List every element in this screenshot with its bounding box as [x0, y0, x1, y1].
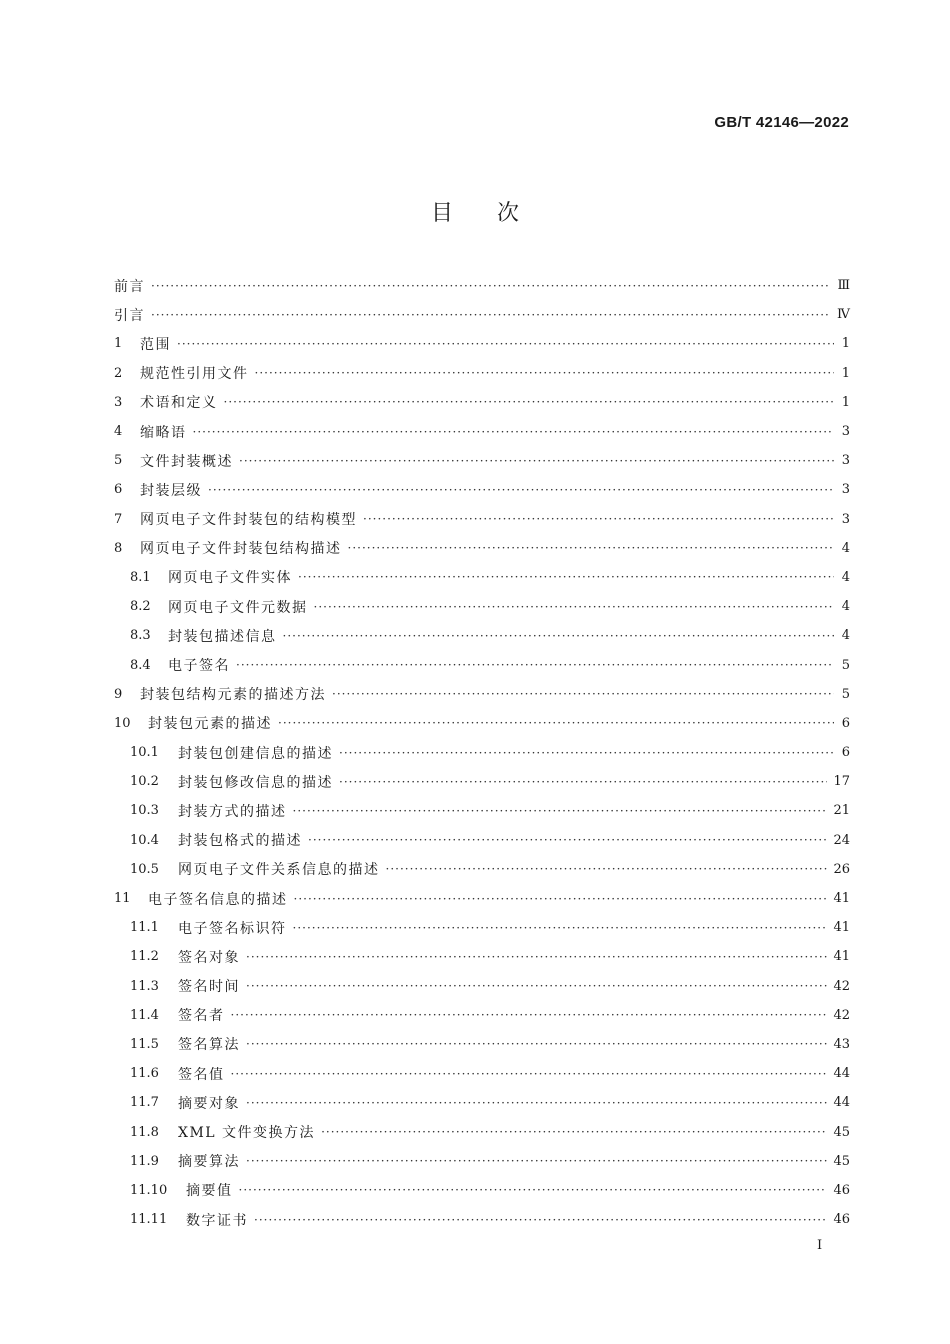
toc-entry-label	[130, 830, 302, 850]
toc-entry[interactable]	[114, 563, 850, 592]
toc-entry[interactable]	[114, 329, 850, 358]
toc-entry[interactable]	[114, 446, 850, 475]
toc-entry-text: 网页电子文件封装包的结构模型	[140, 512, 357, 529]
toc-entry-label	[130, 801, 287, 821]
toc-entry-page: 3	[841, 482, 850, 498]
toc-entry-number: 11.3	[130, 978, 159, 994]
toc-entry-text: 前言	[114, 278, 145, 295]
toc-entry-text: 网页电子文件元数据	[168, 599, 308, 616]
footer-page-number: I	[817, 1238, 823, 1253]
toc-entry-number: 11.7	[130, 1095, 159, 1111]
toc-entry-label	[130, 1005, 225, 1025]
toc-entry-text: 网页电子文件实体	[168, 570, 292, 587]
toc-entry-text: 网页电子文件关系信息的描述	[178, 862, 380, 879]
toc-dot-leader	[293, 922, 828, 934]
toc-dot-leader	[278, 717, 834, 729]
toc-entry-text: 摘要算法	[178, 1154, 240, 1171]
toc-entry-label	[114, 305, 145, 325]
toc-entry-number: 11.11	[130, 1212, 168, 1228]
toc-entry-text: 封装包描述信息	[168, 628, 277, 645]
toc-entry-number: 10.1	[130, 745, 159, 761]
toc-entry-label	[130, 567, 292, 587]
toc-entry-text: 签名对象	[178, 949, 240, 966]
toc-entry-label	[114, 276, 145, 296]
toc-dot-leader	[283, 630, 835, 642]
toc-entry-label	[130, 743, 333, 763]
toc-entry-page: 17	[833, 774, 850, 790]
toc-entry-text: 术语和定义	[140, 395, 218, 412]
toc-entry-number: 11.4	[130, 1007, 159, 1023]
toc-entry-label	[130, 1122, 315, 1142]
toc-entry-label	[114, 538, 342, 558]
toc-entry-page: 4	[841, 569, 850, 585]
toc-entry[interactable]	[114, 826, 850, 855]
toc-entry-label	[130, 1180, 233, 1200]
toc-entry-text: 文件封装概述	[140, 453, 233, 470]
toc-entry-text: 封装方式的描述	[178, 803, 287, 820]
toc-entry[interactable]	[114, 942, 850, 971]
toc-dot-leader	[246, 1155, 827, 1167]
toc-entry-number: 8.3	[130, 628, 151, 644]
toc-entry-label	[130, 859, 380, 879]
table-of-contents	[114, 271, 850, 1234]
toc-entry-text: 封装包创建信息的描述	[178, 745, 333, 762]
toc-dot-leader	[339, 776, 827, 788]
toc-entry-page: 46	[833, 1212, 850, 1228]
toc-entry-number: 10.2	[130, 774, 159, 790]
toc-entry-page: 26	[833, 861, 850, 877]
toc-entry[interactable]	[114, 855, 850, 884]
toc-entry-text: 数字证书	[186, 1212, 248, 1229]
toc-dot-leader	[236, 659, 834, 671]
toc-entry-page: 3	[841, 453, 850, 469]
toc-entry-page: Ⅳ	[837, 307, 850, 323]
toc-entry-number: 10.3	[130, 803, 159, 819]
toc-entry-label	[114, 509, 357, 529]
toc-entry-label	[114, 480, 202, 500]
toc-entry-page: 44	[833, 1095, 850, 1111]
toc-entry-text: 签名者	[178, 1008, 225, 1025]
toc-entry-number: 11.2	[130, 949, 159, 965]
toc-entry-text: 引言	[114, 307, 145, 324]
toc-entry[interactable]	[114, 1030, 850, 1059]
toc-entry-number: 8	[114, 540, 123, 556]
toc-entry-page: 1	[841, 365, 850, 381]
toc-entry-label	[114, 684, 326, 704]
toc-entry-page: 5	[841, 657, 850, 673]
toc-entry-page: 4	[841, 599, 850, 615]
toc-entry-text: 封装包格式的描述	[178, 833, 302, 850]
toc-entry-page: 1	[841, 394, 850, 410]
toc-entry[interactable]	[114, 913, 850, 942]
toc-entry-number: 1	[114, 336, 123, 352]
toc-entry-number: 2	[114, 365, 123, 381]
toc-entry[interactable]	[114, 972, 850, 1001]
toc-entry-text: 电子签名	[168, 658, 230, 675]
toc-dot-leader	[246, 951, 827, 963]
toc-entry[interactable]	[114, 767, 850, 796]
toc-entry-number: 10.5	[130, 861, 159, 877]
toc-entry-page: 46	[833, 1182, 850, 1198]
toc-entry[interactable]	[114, 475, 850, 504]
toc-entry-number: 11.1	[130, 920, 159, 936]
toc-entry[interactable]	[114, 271, 850, 300]
toc-entry-label	[130, 1034, 240, 1054]
toc-entry[interactable]	[114, 388, 850, 417]
toc-entry[interactable]	[114, 1147, 850, 1176]
toc-entry-text: 摘要对象	[178, 1095, 240, 1112]
toc-entry-label	[130, 947, 240, 967]
toc-entry[interactable]	[114, 1117, 850, 1146]
toc-dot-leader	[246, 1038, 827, 1050]
toc-entry-label	[130, 976, 240, 996]
toc-entry-page: 1	[841, 336, 850, 352]
toc-entry[interactable]	[114, 738, 850, 767]
toc-entry-label	[130, 1151, 240, 1171]
toc-entry-page: Ⅲ	[837, 278, 850, 294]
toc-dot-leader	[293, 805, 828, 817]
toc-entry[interactable]	[114, 1205, 850, 1234]
toc-entry-number: 11.10	[130, 1182, 168, 1198]
toc-entry-label	[130, 1210, 248, 1230]
toc-dot-leader	[348, 542, 835, 554]
toc-entry-label	[114, 451, 233, 471]
toc-entry-label	[130, 1064, 225, 1084]
toc-entry-number: 11.6	[130, 1066, 159, 1082]
toc-dot-leader	[246, 1097, 827, 1109]
toc-entry[interactable]	[114, 1088, 850, 1117]
toc-dot-leader	[231, 1068, 828, 1080]
toc-entry-text: 签名时间	[178, 979, 240, 996]
toc-entry-number: 3	[114, 394, 123, 410]
toc-dot-leader	[239, 455, 834, 467]
toc-dot-leader	[246, 980, 827, 992]
toc-entry-number: 6	[114, 482, 123, 498]
toc-entry-number: 11.8	[130, 1124, 159, 1140]
toc-entry-text: 网页电子文件封装包结构描述	[140, 541, 342, 558]
toc-entry[interactable]	[114, 534, 850, 563]
toc-entry[interactable]	[114, 709, 850, 738]
toc-entry-page: 44	[833, 1066, 850, 1082]
toc-entry-page: 43	[833, 1036, 850, 1052]
toc-dot-leader	[308, 834, 827, 846]
toc-entry-number: 9	[114, 686, 123, 702]
toc-entry[interactable]	[114, 592, 850, 621]
toc-entry-text: 电子签名标识符	[178, 920, 287, 937]
toc-entry-page: 6	[841, 715, 850, 731]
toc-entry-page: 5	[841, 686, 850, 702]
toc-entry-page: 45	[833, 1153, 850, 1169]
toc-entry[interactable]	[114, 417, 850, 446]
toc-entry-text: 电子签名信息的描述	[148, 891, 288, 908]
toc-entry-page: 6	[841, 745, 850, 761]
toc-entry-page: 42	[833, 1007, 850, 1023]
toc-entry[interactable]	[114, 300, 850, 329]
toc-entry-label	[114, 334, 171, 354]
toc-entry-label	[130, 597, 308, 617]
toc-entry-number: 10.4	[130, 832, 159, 848]
toc-entry-page: 4	[841, 540, 850, 556]
toc-dot-leader	[294, 893, 828, 905]
toc-entry[interactable]	[114, 1001, 850, 1030]
toc-entry[interactable]	[114, 680, 850, 709]
toc-entry-page: 41	[833, 949, 850, 965]
toc-entry-text: 范围	[140, 336, 171, 353]
toc-entry[interactable]	[114, 621, 850, 650]
toc-entry-number: 7	[114, 511, 123, 527]
standard-number: GB/T 42146—2022	[714, 114, 849, 131]
toc-entry-page: 3	[841, 511, 850, 527]
toc-entry[interactable]	[114, 359, 850, 388]
toc-entry-text: 签名算法	[178, 1037, 240, 1054]
toc-dot-leader	[224, 396, 835, 408]
toc-entry-label	[130, 626, 277, 646]
toc-entry-number: 8.4	[130, 657, 151, 673]
toc-entry-page: 4	[841, 628, 850, 644]
toc-entry-page: 21	[833, 803, 850, 819]
toc-entry-text: 封装包元素的描述	[148, 716, 272, 733]
toc-entry-label	[130, 918, 287, 938]
toc-entry-number: 4	[114, 424, 123, 440]
toc-entry-text: 规范性引用文件	[140, 366, 249, 383]
toc-dot-leader	[151, 309, 831, 321]
toc-dot-leader	[177, 338, 834, 350]
toc-entry-text: 封装包结构元素的描述方法	[140, 687, 326, 704]
toc-dot-leader	[332, 688, 834, 700]
toc-dot-leader	[255, 367, 835, 379]
toc-entry-label	[114, 422, 187, 442]
toc-entry-text: 签名值	[178, 1066, 225, 1083]
toc-entry[interactable]	[114, 796, 850, 825]
toc-dot-leader	[298, 571, 834, 583]
toc-dot-leader	[239, 1184, 828, 1196]
toc-entry-text: 缩略语	[140, 424, 187, 441]
toc-entry-number: 5	[114, 453, 123, 469]
toc-entry-number: 11	[114, 891, 131, 907]
toc-entry-number: 10	[114, 715, 131, 731]
toc-entry-number: 11.5	[130, 1036, 159, 1052]
toc-entry-number: 11.9	[130, 1153, 159, 1169]
toc-dot-leader	[314, 601, 835, 613]
toc-dot-leader	[386, 863, 828, 875]
toc-entry-text: 摘要值	[186, 1183, 233, 1200]
toc-dot-leader	[231, 1009, 828, 1021]
toc-entry-label	[130, 655, 230, 675]
toc-entry-number: 8.2	[130, 599, 151, 615]
toc-dot-leader	[339, 747, 834, 759]
toc-entry-label	[114, 713, 272, 733]
toc-entry-text: 封装层级	[140, 482, 202, 499]
toc-entry-number: 8.1	[130, 569, 151, 585]
toc-entry-text: 封装包修改信息的描述	[178, 774, 333, 791]
toc-entry-page: 42	[833, 978, 850, 994]
toc-title: 目次	[430, 201, 563, 226]
toc-entry[interactable]	[114, 884, 850, 913]
toc-entry-page: 41	[833, 920, 850, 936]
toc-entry[interactable]	[114, 505, 850, 534]
toc-dot-leader	[208, 484, 834, 496]
toc-entry-page: 3	[841, 424, 850, 440]
toc-entry-label	[130, 1093, 240, 1113]
toc-entry-text: XML 文件变换方法	[178, 1125, 316, 1142]
toc-entry-label	[130, 772, 333, 792]
toc-entry-page: 24	[833, 832, 850, 848]
toc-entry[interactable]	[114, 1176, 850, 1205]
toc-entry-label	[114, 889, 288, 909]
toc-dot-leader	[151, 280, 831, 292]
toc-entry[interactable]	[114, 650, 850, 679]
toc-entry-page: 41	[833, 891, 850, 907]
toc-entry-label	[114, 392, 218, 412]
toc-dot-leader	[193, 426, 835, 438]
toc-entry-label	[114, 363, 249, 383]
toc-entry-page: 45	[833, 1124, 850, 1140]
toc-dot-leader	[363, 513, 834, 525]
toc-dot-leader	[321, 1126, 827, 1138]
toc-dot-leader	[254, 1214, 827, 1226]
toc-entry[interactable]	[114, 1059, 850, 1088]
